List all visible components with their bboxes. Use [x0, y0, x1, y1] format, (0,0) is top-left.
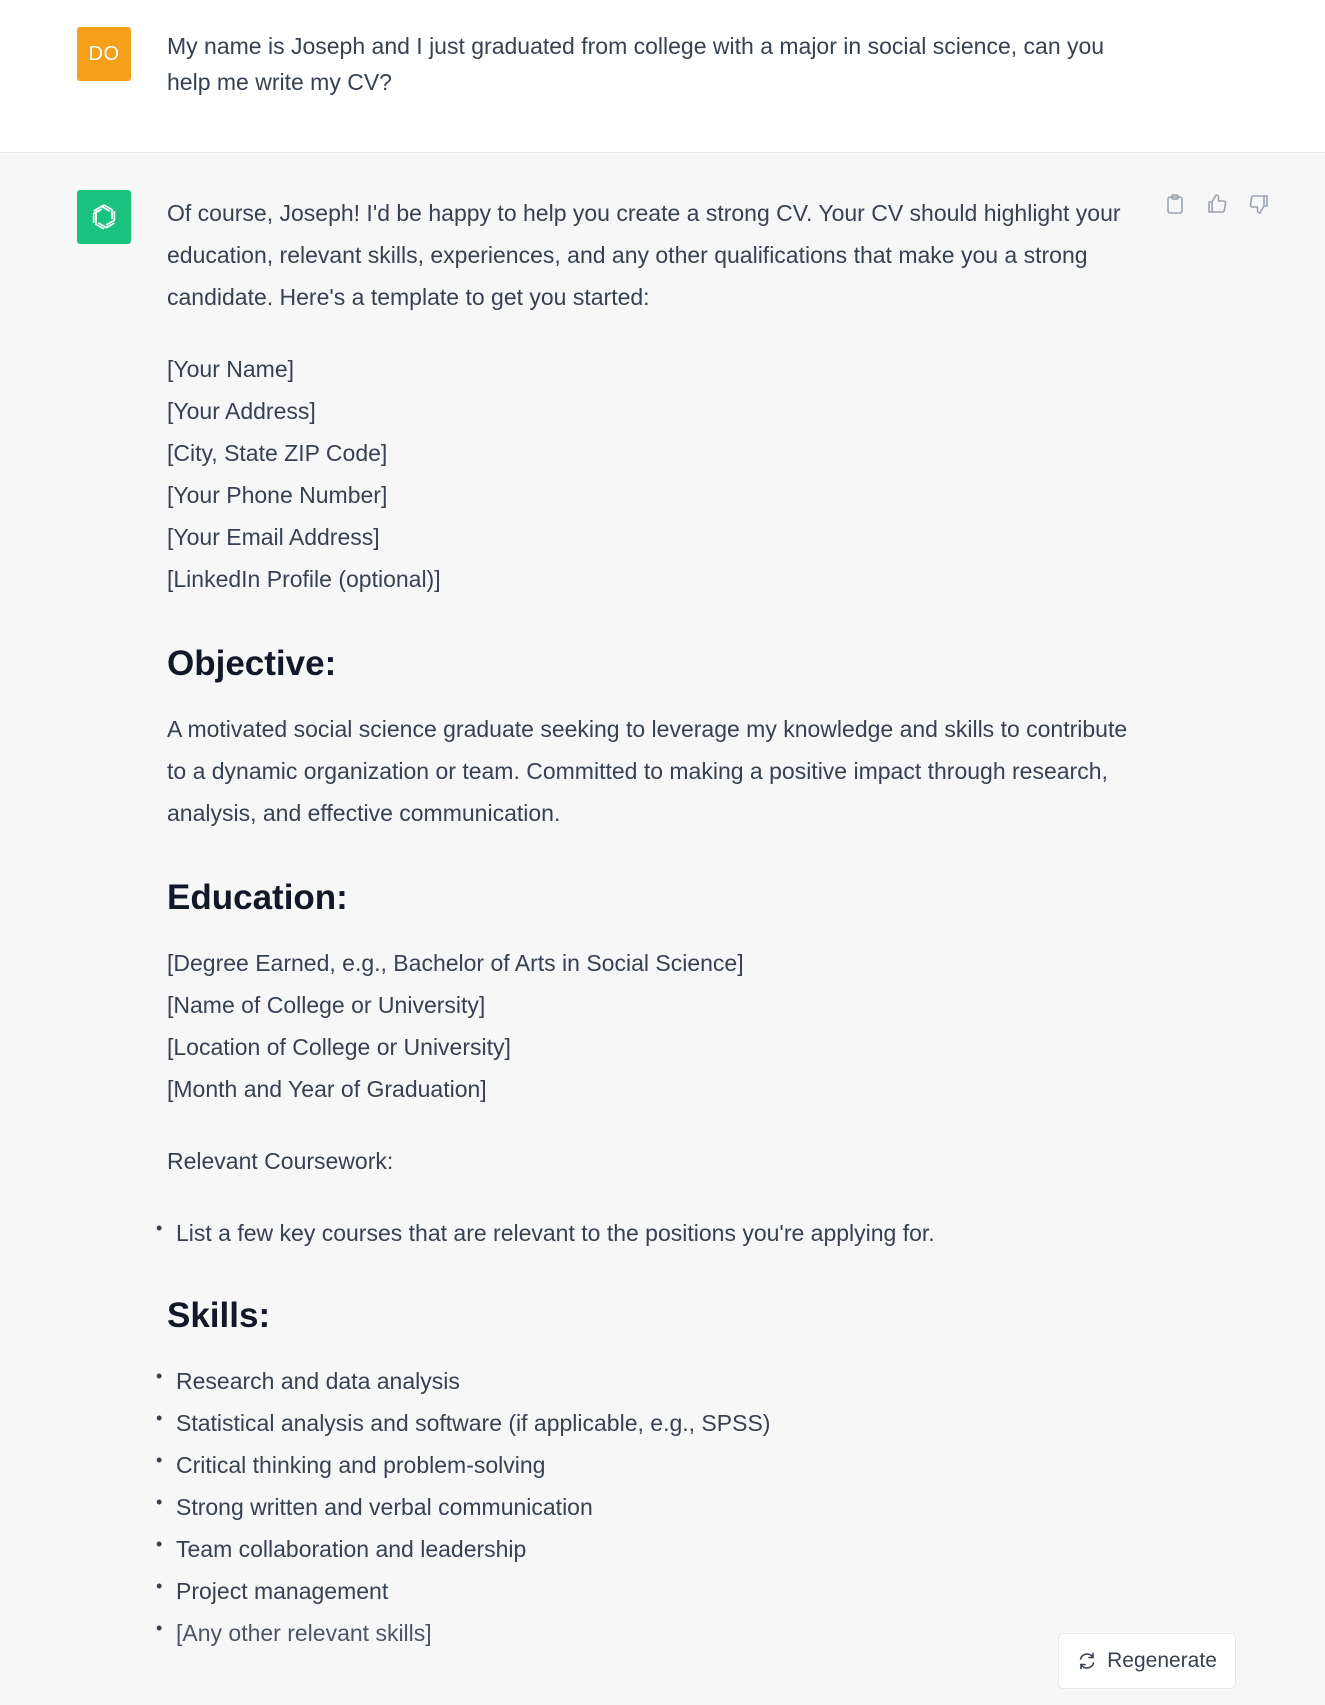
refresh-icon [1077, 1651, 1097, 1671]
list-item: • Critical thinking and problem-solving [167, 1444, 1147, 1486]
user-message-row [0, 0, 1325, 153]
objective-text: A motivated social science graduate seeking to leverage my knowledge and skills to contribute to a dynamic organization or team. Committed to making a positive impact through research, analysis, and effective communication. [167, 716, 1128, 826]
contact-block [167, 348, 1147, 600]
copy-button[interactable] [1163, 192, 1187, 216]
assistant-message-row [0, 154, 1325, 1705]
user-avatar [77, 27, 131, 81]
education-line: [Degree Earned, e.g., Bachelor of Arts in Social Science] [167, 950, 744, 976]
skills-heading: Skills: [167, 1296, 271, 1335]
regenerate-label: Regenerate [1107, 1649, 1217, 1672]
list-item: • Research and data analysis [167, 1360, 1147, 1402]
message-actions [1163, 192, 1271, 216]
user-avatar-initials: DO [88, 42, 120, 65]
contact-line: [Your Address] [167, 398, 316, 424]
clipboard-icon [1165, 193, 1185, 215]
contact-line: [Your Name] [167, 356, 294, 382]
thumbs-down-icon [1247, 192, 1271, 216]
contact-line: [LinkedIn Profile (optional)] [167, 566, 441, 592]
list-item: • [Any other relevant skills] [167, 1612, 1147, 1654]
list-item: • List a few key courses that are relevant to the positions you're applying for. [167, 1212, 1147, 1254]
education-block [167, 942, 1147, 1110]
assistant-message-content [167, 192, 1147, 1694]
education-line: [Name of College or University] [167, 992, 486, 1018]
objective-heading: Objective: [167, 644, 337, 683]
education-heading: Education: [167, 878, 348, 917]
education-line: [Location of College or University] [167, 1034, 511, 1060]
thumbs-down-button[interactable] [1247, 192, 1271, 216]
user-message-text: My name is Joseph and I just graduated from college with a major in social science, can you help me write my CV? [167, 33, 1105, 95]
regenerate-button[interactable] [1058, 1633, 1236, 1689]
coursework-label: Relevant Coursework: [167, 1148, 394, 1174]
thumbs-up-icon [1205, 192, 1229, 216]
skills-list [167, 1360, 1147, 1654]
openai-logo-icon [88, 201, 120, 233]
coursework-list [167, 1212, 1147, 1254]
contact-line: [City, State ZIP Code] [167, 440, 388, 466]
list-item: • Team collaboration and leadership [167, 1528, 1147, 1570]
list-item: • Project management [167, 1570, 1147, 1612]
contact-line: [Your Email Address] [167, 524, 380, 550]
list-item: • Statistical analysis and software (if applicable, e.g., SPSS) [167, 1402, 1147, 1444]
education-line: [Month and Year of Graduation] [167, 1076, 487, 1102]
assistant-intro: Of course, Joseph! I'd be happy to help you create a strong CV. Your CV should highlight your education, relevant skills, experiences, and any other qualifications that make you a strong candidate. Here's a template to get you started: [167, 200, 1121, 310]
assistant-avatar [77, 190, 131, 244]
contact-line: [Your Phone Number] [167, 482, 388, 508]
thumbs-up-button[interactable] [1205, 192, 1229, 216]
list-item: • Strong written and verbal communication [167, 1486, 1147, 1528]
